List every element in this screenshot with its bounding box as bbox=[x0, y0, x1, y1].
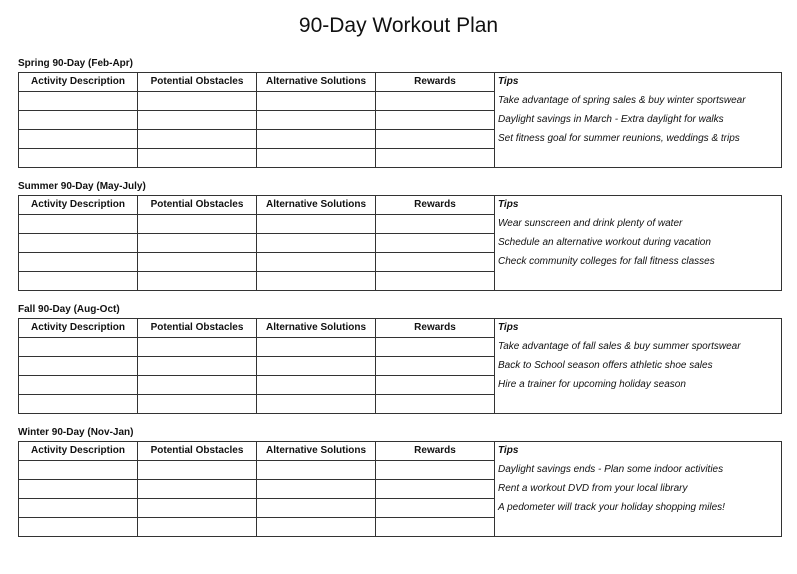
column-header: Alternative Solutions bbox=[257, 442, 376, 461]
reward-cell[interactable] bbox=[376, 338, 495, 357]
solution-cell[interactable] bbox=[257, 149, 376, 168]
obstacle-cell[interactable] bbox=[138, 376, 257, 395]
plan-table bbox=[18, 72, 782, 168]
column-header: Activity Description bbox=[19, 196, 138, 215]
tip-cell: Rent a workout DVD from your local library bbox=[495, 480, 782, 499]
tip-cell: Wear sunscreen and drink plenty of water bbox=[495, 215, 782, 234]
obstacle-cell[interactable] bbox=[138, 130, 257, 149]
column-header: Potential Obstacles bbox=[138, 196, 257, 215]
plan-table bbox=[18, 318, 782, 414]
activity-cell[interactable] bbox=[19, 338, 138, 357]
activity-cell[interactable] bbox=[19, 357, 138, 376]
table-row bbox=[19, 518, 782, 537]
activity-cell[interactable] bbox=[19, 130, 138, 149]
solution-cell[interactable] bbox=[257, 234, 376, 253]
header-row bbox=[19, 442, 782, 461]
solution-cell[interactable] bbox=[257, 215, 376, 234]
reward-cell[interactable] bbox=[376, 395, 495, 414]
solution-cell[interactable] bbox=[257, 395, 376, 414]
obstacle-cell[interactable] bbox=[138, 499, 257, 518]
solution-cell[interactable] bbox=[257, 480, 376, 499]
table-row bbox=[19, 395, 782, 414]
tips-header: Tips bbox=[495, 319, 782, 338]
activity-cell[interactable] bbox=[19, 376, 138, 395]
solution-cell[interactable] bbox=[257, 338, 376, 357]
column-header: Activity Description bbox=[19, 73, 138, 92]
tip-cell: Set fitness goal for summer reunions, weddings & trips bbox=[495, 130, 782, 149]
tip-cell: Daylight savings in March - Extra daylight for walks bbox=[495, 111, 782, 130]
reward-cell[interactable] bbox=[376, 92, 495, 111]
obstacle-cell[interactable] bbox=[138, 149, 257, 168]
tip-cell: Hire a trainer for upcoming holiday season bbox=[495, 376, 782, 395]
activity-cell[interactable] bbox=[19, 253, 138, 272]
solution-cell[interactable] bbox=[257, 518, 376, 537]
obstacle-cell[interactable] bbox=[138, 111, 257, 130]
reward-cell[interactable] bbox=[376, 215, 495, 234]
table-row bbox=[19, 461, 782, 480]
obstacle-cell[interactable] bbox=[138, 395, 257, 414]
section-summer bbox=[18, 180, 781, 291]
activity-cell[interactable] bbox=[19, 518, 138, 537]
reward-cell[interactable] bbox=[376, 130, 495, 149]
column-header: Activity Description bbox=[19, 319, 138, 338]
header-row bbox=[19, 73, 782, 92]
tip-cell: Daylight savings ends - Plan some indoor activities bbox=[495, 461, 782, 480]
tip-cell bbox=[495, 272, 782, 291]
obstacle-cell[interactable] bbox=[138, 92, 257, 111]
obstacle-cell[interactable] bbox=[138, 518, 257, 537]
tip-cell bbox=[495, 149, 782, 168]
activity-cell[interactable] bbox=[19, 480, 138, 499]
table-row bbox=[19, 357, 782, 376]
tips-header: Tips bbox=[495, 73, 782, 92]
reward-cell[interactable] bbox=[376, 272, 495, 291]
table-row bbox=[19, 149, 782, 168]
header-row bbox=[19, 196, 782, 215]
reward-cell[interactable] bbox=[376, 499, 495, 518]
reward-cell[interactable] bbox=[376, 234, 495, 253]
tip-cell bbox=[495, 395, 782, 414]
table-row bbox=[19, 499, 782, 518]
table-row bbox=[19, 480, 782, 499]
table-row bbox=[19, 376, 782, 395]
activity-cell[interactable] bbox=[19, 461, 138, 480]
reward-cell[interactable] bbox=[376, 357, 495, 376]
column-header: Rewards bbox=[376, 319, 495, 338]
section-fall bbox=[18, 303, 781, 414]
activity-cell[interactable] bbox=[19, 395, 138, 414]
obstacle-cell[interactable] bbox=[138, 234, 257, 253]
solution-cell[interactable] bbox=[257, 92, 376, 111]
solution-cell[interactable] bbox=[257, 130, 376, 149]
activity-cell[interactable] bbox=[19, 149, 138, 168]
tip-cell: Check community colleges for fall fitness classes bbox=[495, 253, 782, 272]
section-label: Summer 90-Day (May-July) bbox=[18, 181, 146, 192]
column-header: Alternative Solutions bbox=[257, 319, 376, 338]
tips-header: Tips bbox=[495, 196, 782, 215]
obstacle-cell[interactable] bbox=[138, 461, 257, 480]
obstacle-cell[interactable] bbox=[138, 338, 257, 357]
tips-header: Tips bbox=[495, 442, 782, 461]
obstacle-cell[interactable] bbox=[138, 357, 257, 376]
solution-cell[interactable] bbox=[257, 272, 376, 291]
page-title: 90-Day Workout Plan bbox=[298, 14, 499, 37]
solution-cell[interactable] bbox=[257, 357, 376, 376]
table-row bbox=[19, 215, 782, 234]
solution-cell[interactable] bbox=[257, 499, 376, 518]
activity-cell[interactable] bbox=[19, 215, 138, 234]
activity-cell[interactable] bbox=[19, 499, 138, 518]
activity-cell[interactable] bbox=[19, 92, 138, 111]
obstacle-cell[interactable] bbox=[138, 480, 257, 499]
table-row bbox=[19, 111, 782, 130]
reward-cell[interactable] bbox=[376, 518, 495, 537]
reward-cell[interactable] bbox=[376, 480, 495, 499]
table-row bbox=[19, 253, 782, 272]
tip-cell: Take advantage of fall sales & buy summer sportswear bbox=[495, 338, 782, 357]
header-row bbox=[19, 319, 782, 338]
column-header: Alternative Solutions bbox=[257, 73, 376, 92]
section-label: Fall 90-Day (Aug-Oct) bbox=[18, 304, 120, 315]
reward-cell[interactable] bbox=[376, 149, 495, 168]
reward-cell[interactable] bbox=[376, 253, 495, 272]
column-header: Potential Obstacles bbox=[138, 73, 257, 92]
tip-cell: Schedule an alternative workout during vacation bbox=[495, 234, 782, 253]
obstacle-cell[interactable] bbox=[138, 272, 257, 291]
tip-cell: A pedometer will track your holiday shopping miles! bbox=[495, 499, 782, 518]
table-row bbox=[19, 130, 782, 149]
column-header: Potential Obstacles bbox=[138, 319, 257, 338]
reward-cell[interactable] bbox=[376, 376, 495, 395]
activity-cell[interactable] bbox=[19, 111, 138, 130]
section-spring bbox=[18, 57, 781, 168]
section-winter bbox=[18, 426, 781, 537]
activity-cell[interactable] bbox=[19, 272, 138, 291]
plan-table bbox=[18, 195, 782, 291]
column-header: Rewards bbox=[376, 442, 495, 461]
column-header: Rewards bbox=[376, 196, 495, 215]
obstacle-cell[interactable] bbox=[138, 215, 257, 234]
solution-cell[interactable] bbox=[257, 253, 376, 272]
column-header: Alternative Solutions bbox=[257, 196, 376, 215]
tip-cell: Take advantage of spring sales & buy winter sportswear bbox=[495, 92, 782, 111]
column-header: Potential Obstacles bbox=[138, 442, 257, 461]
table-row bbox=[19, 272, 782, 291]
section-label: Spring 90-Day (Feb-Apr) bbox=[18, 58, 134, 69]
reward-cell[interactable] bbox=[376, 461, 495, 480]
solution-cell[interactable] bbox=[257, 376, 376, 395]
tip-cell bbox=[495, 518, 782, 537]
table-row bbox=[19, 338, 782, 357]
solution-cell[interactable] bbox=[257, 111, 376, 130]
column-header: Activity Description bbox=[19, 442, 138, 461]
solution-cell[interactable] bbox=[257, 461, 376, 480]
plan-table bbox=[18, 441, 782, 537]
table-row bbox=[19, 92, 782, 111]
obstacle-cell[interactable] bbox=[138, 253, 257, 272]
activity-cell[interactable] bbox=[19, 234, 138, 253]
table-row bbox=[19, 234, 782, 253]
column-header: Rewards bbox=[376, 73, 495, 92]
reward-cell[interactable] bbox=[376, 111, 495, 130]
section-label: Winter 90-Day (Nov-Jan) bbox=[18, 427, 134, 438]
tip-cell: Back to School season offers athletic shoe sales bbox=[495, 357, 782, 376]
